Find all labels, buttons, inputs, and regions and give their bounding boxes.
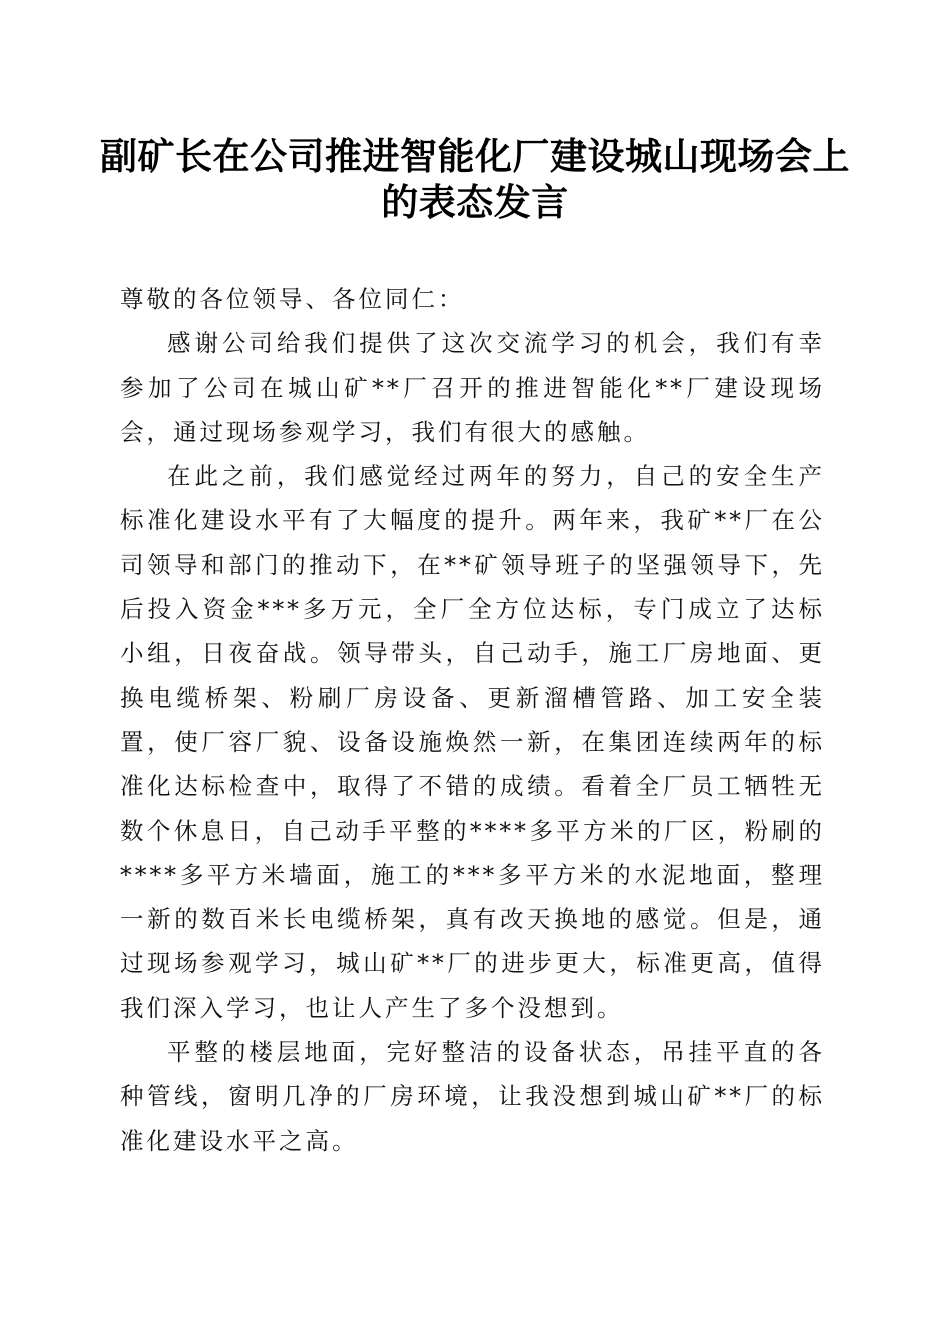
paragraph-thanks: 感谢公司给我们提供了这次交流学习的机会，我们有幸参加了公司在城山矿**厂召开的推进智能化**厂建设现场会，通过现场参观学习，我们有很大的感触。 — [120, 329, 825, 446]
salutation: 尊敬的各位领导、各位同仁： — [120, 285, 465, 313]
paragraph-impression: 平整的楼层地面，完好整洁的设备状态，吊挂平直的各种管线，窗明几净的厂房环境，让我没想到城山矿**厂的标准化建设水平之高。 — [120, 1038, 825, 1155]
document-body — [120, 277, 825, 1163]
paragraph-progress: 在此之前，我们感觉经过两年的努力，自己的安全生产标准化建设水平有了大幅度的提升。两年来，我矿**厂在公司领导和部门的推动下，在**矿领导班子的坚强领导下，先后投入资金***多万元，全厂全方位达标，专门成立了达标小组，日夜奋战。领导带头，自己动手，施工厂房地面、更换电缆桥架、粉刷厂房设备、更新溜槽管路、加工安全装置，使厂容厂貌、设备设施焕然一新，在集团连续两年的标准化达标检查中，取得了不错的成绩。看着全厂员工牺牲无数个休息日，自己动手平整的****多平方米的厂区，粉刷的****多平方米墙面，施工的***多平方米的水泥地面，整理一新的数百米长电缆桥架，真有改天换地的感觉。但是，通过现场参观学习，城山矿**厂的进步更大，标准更高，值得我们深入学习，也让人产生了多个没想到。 — [120, 462, 825, 1022]
document-title: 副矿长在公司推进智能化厂建设城山现场会上的表态发言 — [100, 134, 850, 224]
